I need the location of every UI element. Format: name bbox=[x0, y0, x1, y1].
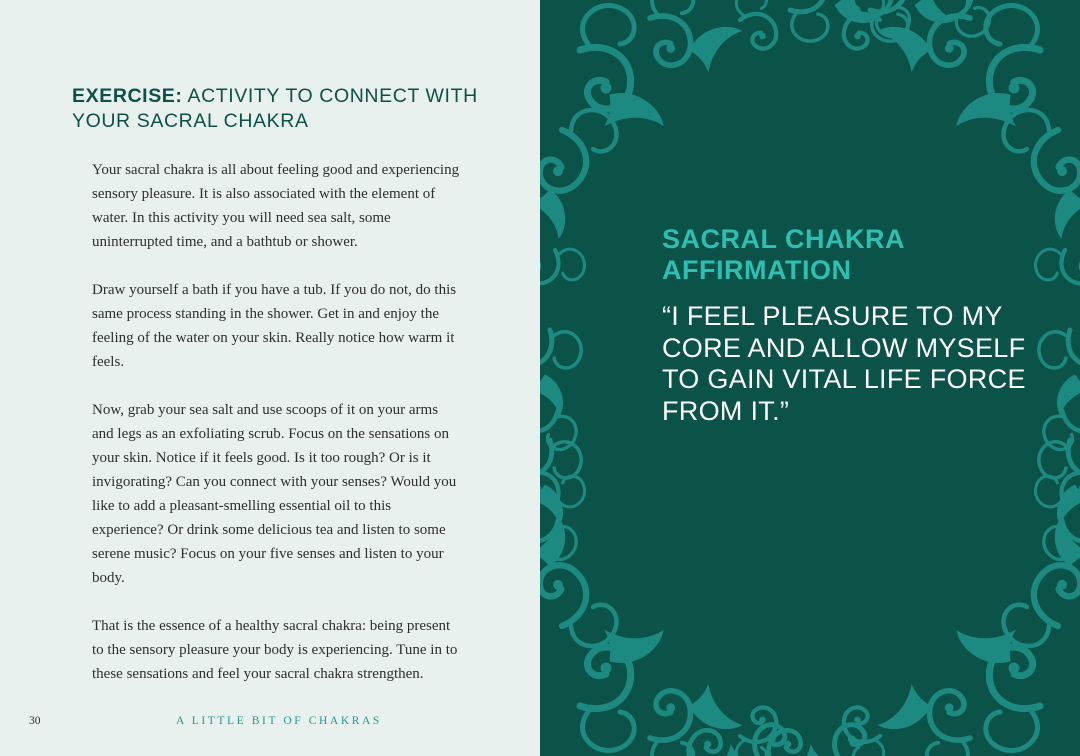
paragraph-4: That is the essence of a healthy sacral chakra: being present to the sensory pleasure your body is experiencing. Tune in to these sensations and feel your sacral chakra strengthen. bbox=[92, 618, 458, 682]
heading-label: EXERCISE: bbox=[72, 85, 183, 107]
paragraph-1: Your sacral chakra is all about feeling good and experiencing sensory pleasure. It is also associated with the element of water. In this activity you will need sea salt, some uninterrupted time, and a bathtub or shower. bbox=[92, 162, 460, 250]
right-page bbox=[540, 0, 1080, 756]
affirmation-title: SACRAL CHAKRA AFFIRMATION bbox=[662, 224, 904, 285]
affirmation-quote: “I FEEL PLEASURE TO MY CORE AND ALLOW MYSELF TO GAIN VITAL LIFE FORCE FROM IT.” bbox=[662, 301, 1026, 426]
paragraph-3: Now, grab your sea salt and use scoops of it on your arms and legs as an exfoliating scrub. Focus on the sensations on your skin. Notice if it feels good. Is it too rough? Or is it invigorating? Can you connect with your senses? Would you like to add a pleasant-smelling essential oil to this experience? Or drink some delicious tea and listen to some serene music? Focus on your five senses and listen to your body. bbox=[92, 402, 457, 586]
running-title: A LITTLE BIT OF CHAKRAS bbox=[176, 715, 382, 727]
exercise-heading bbox=[72, 84, 492, 134]
exercise-body bbox=[92, 158, 462, 710]
heading-title: ACTIVITY TO CONNECT WITH YOUR SACRAL CHAKRA bbox=[72, 85, 478, 132]
paragraph-2: Draw yourself a bath if you have a tub. If you do not, do this same process standing in the shower. Get in and enjoy the feeling of the water on your skin. Really notice how warm it feels. bbox=[92, 282, 457, 370]
page-number: 30 bbox=[29, 715, 41, 727]
